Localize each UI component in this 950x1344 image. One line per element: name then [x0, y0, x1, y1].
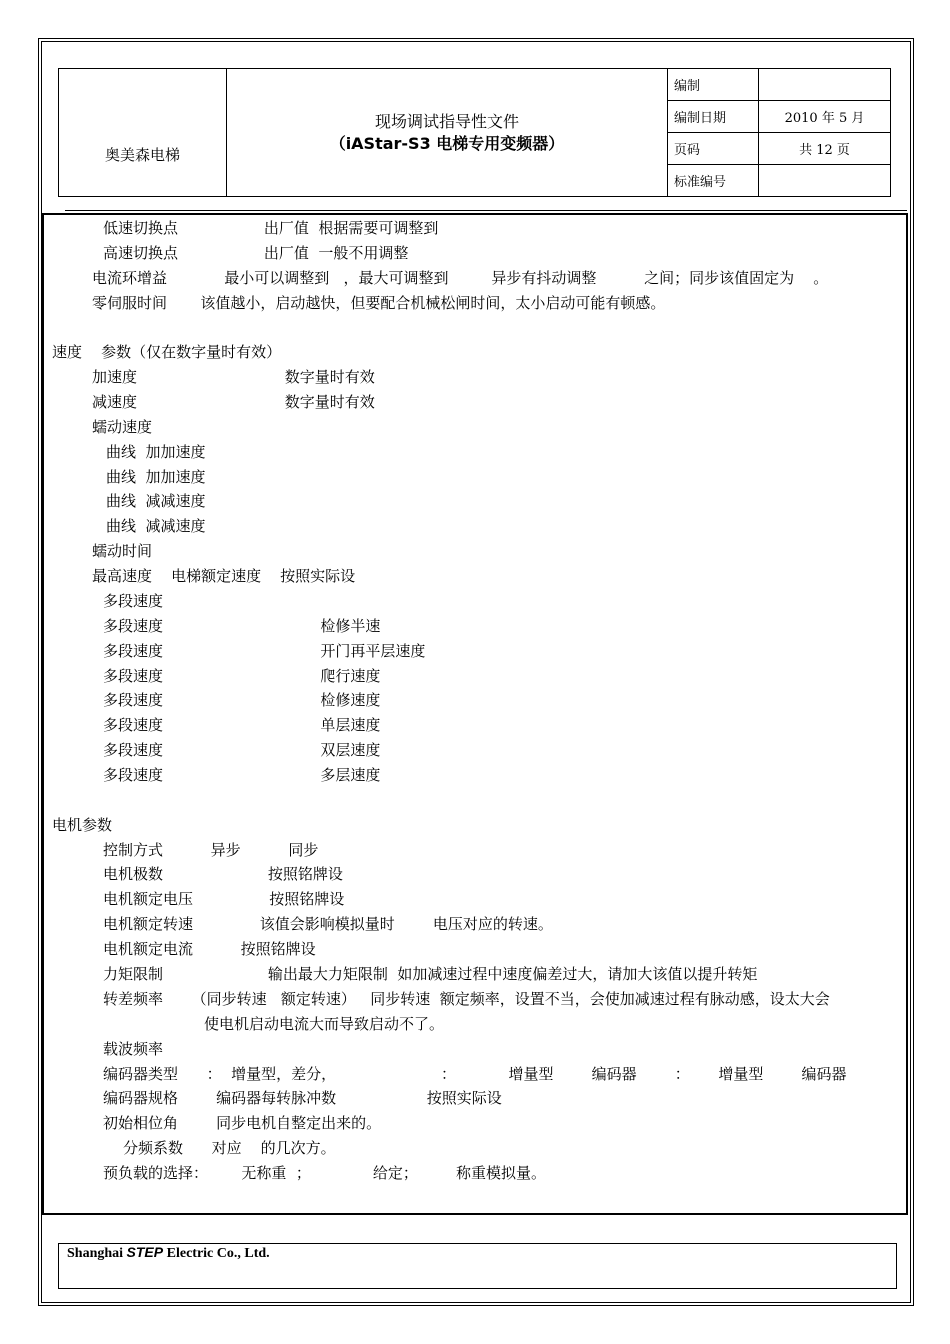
text-line: 高速切换点 出厂值 一般不用调整 [103, 244, 409, 262]
text-line: 多段速度 [103, 592, 164, 610]
footer-company [67, 1244, 270, 1262]
text-line: 编码器类型 ： 增量型，差分， ： 增量型 编码器 ： 增量型 编码器 [103, 1065, 847, 1083]
text-line: 减速度 数字量时有效 [92, 393, 375, 411]
text-line: 预负载的选择： 无称重 ； 给定； 称重模拟量。 [103, 1164, 547, 1182]
text-line: 电机额定转速 该值会影响模拟量时 电压对应的转速。 [103, 915, 553, 933]
field-label-date: 编制日期 [668, 101, 759, 133]
field-value-compiler [759, 69, 891, 101]
text-line: 多段速度 检修速度 [103, 691, 381, 709]
text-line: 曲线 加加速度 [106, 443, 206, 461]
text-line: 多段速度 检修半速 [103, 617, 381, 635]
text-line: 曲线 加加速度 [106, 468, 206, 486]
text-line: 使电机启动电流大而导致启动不了。 [204, 1015, 445, 1033]
text-line: 曲线 减减速度 [106, 492, 206, 510]
text-line: 蠕动时间 [92, 542, 153, 560]
text-line: 多段速度 爬行速度 [103, 667, 381, 685]
text-line: 编码器规格 编码器每转脉冲数 按照实际设 [103, 1089, 502, 1107]
text-line: 最高速度 电梯额定速度 按照实际设 [92, 567, 356, 585]
text-line: 多段速度 开门再平层速度 [103, 642, 426, 660]
text-line: 初始相位角 同步电机自整定出来的。 [103, 1114, 382, 1132]
footer-brand: STEP [126, 1244, 164, 1260]
text-line: 多段速度 多层速度 [103, 766, 381, 784]
text-line: 多段速度 双层速度 [103, 741, 381, 759]
text-line: 电机额定电流 按照铭牌设 [103, 940, 316, 958]
document-header-table [58, 68, 891, 197]
text-line: 控制方式 异步 同步 [103, 841, 319, 859]
text-line: 力矩限制 输出最大力矩限制 如加减速过程中速度偏差过大，请加大该值以提升转矩 [103, 965, 758, 983]
title-line-1: 现场调试指导性文件 [374, 111, 519, 131]
text-line: 零伺服时间 该值越小，启动越快，但要配合机械松闸时间，太小启动可能有顿感。 [92, 294, 666, 312]
company-name: 奥美森电梯 [59, 69, 227, 197]
text-line: 电机极数 按照铭牌设 [103, 865, 343, 883]
text-line: 载波频率 [103, 1040, 164, 1058]
section-heading-motor: 电机参数 [52, 816, 113, 834]
text-line: 转差频率 （同步转速 额定转速） 同步转速 额定频率，设置不当，会使加减速过程有脉动感，设太大会 [103, 990, 830, 1008]
footer-prefix: Shanghai [67, 1246, 127, 1261]
text-line: 电流环增益 最小可以调整到 ，最大可调整到 异步有抖动调整 之间；同步该值固定为 。 [92, 269, 829, 287]
title-line-2: （iAStar-S3 电梯专用变频器） [329, 133, 565, 153]
text-line: 分频系数 对应 的几次方。 [123, 1139, 336, 1157]
field-label-pages: 页码 [668, 133, 759, 165]
footer-suffix: Electric Co., Ltd. [163, 1246, 270, 1261]
field-label-compiler: 编制 [668, 69, 759, 101]
text-line: 蠕动速度 [92, 418, 153, 436]
text-line: 曲线 减减速度 [106, 517, 206, 535]
field-value-date: 2010 年 5 月 [759, 101, 891, 133]
text-line: 低速切换点 出厂值 根据需要可调整到 [103, 219, 439, 237]
content-bottom-rule [42, 1213, 908, 1214]
field-value-pages: 共 12 页 [759, 133, 891, 165]
field-value-standard-no [759, 165, 891, 197]
document-title [227, 69, 668, 197]
field-label-standard-no: 标准编号 [668, 165, 759, 197]
text-line: 多段速度 单层速度 [103, 716, 381, 734]
section-heading-speed: 速度 参数（仅在数字量时有效） [52, 343, 282, 361]
text-line: 电机额定电压 按照铭牌设 [103, 890, 345, 908]
header-bottom-rule [65, 210, 907, 211]
text-line: 加速度 数字量时有效 [92, 368, 375, 386]
